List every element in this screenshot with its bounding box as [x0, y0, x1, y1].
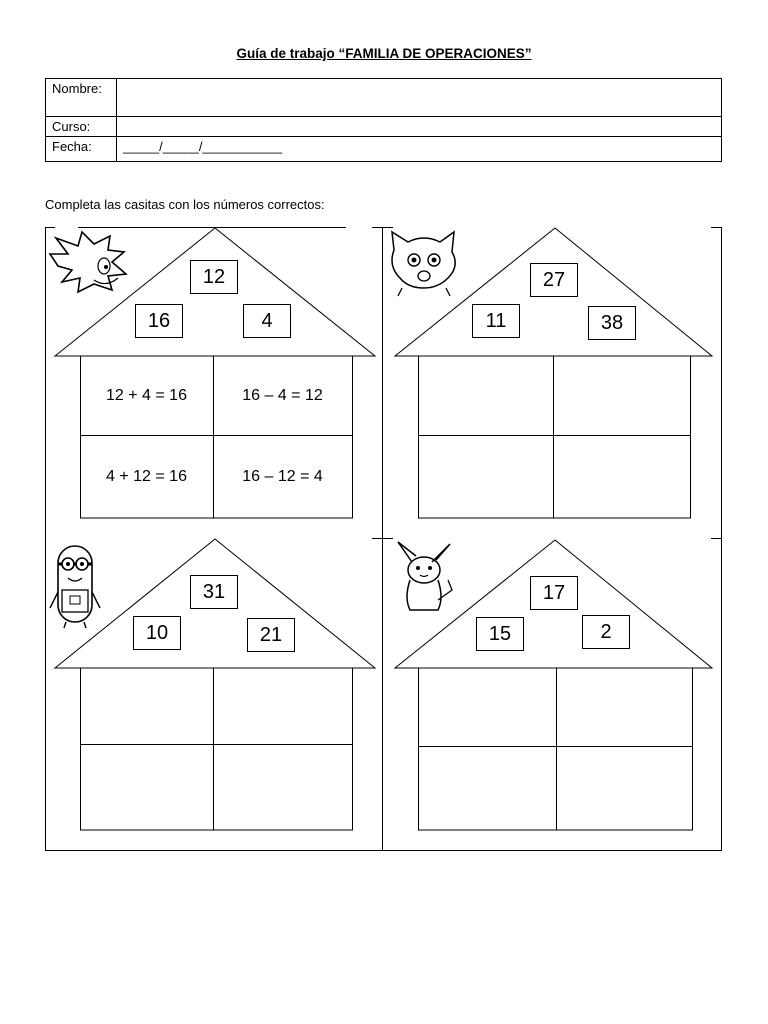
part-number-box: 21 — [247, 618, 295, 652]
part-number-box: 2 — [582, 615, 630, 649]
equation-cell[interactable] — [556, 746, 692, 830]
equation-cell[interactable] — [418, 746, 556, 830]
equation-cell[interactable]: 16 – 4 = 12 — [242, 386, 323, 404]
part-number-box: 11 — [472, 304, 520, 338]
name-label: Nombre: — [46, 79, 117, 117]
instruction-text: Completa las casitas con los números correctos: — [45, 197, 325, 212]
part-number-box: 4 — [243, 304, 291, 338]
total-number-box: 27 — [530, 263, 578, 297]
total-number-box: 31 — [190, 575, 238, 609]
pikachu-icon — [398, 542, 452, 610]
part-number-box: 38 — [588, 306, 636, 340]
total-number-box: 17 — [530, 576, 578, 610]
course-label: Curso: — [46, 117, 117, 137]
equation-cell[interactable]: 16 – 12 = 4 — [242, 467, 323, 485]
equation-cell[interactable]: 12 + 4 = 16 — [106, 386, 187, 404]
part-number-box: 15 — [476, 617, 524, 651]
equation-cell[interactable] — [418, 668, 556, 746]
part-number-box: 10 — [133, 616, 181, 650]
page-title: Guía de trabajo “FAMILIA DE OPERACIONES” — [236, 46, 532, 61]
total-number-box: 12 — [190, 260, 238, 294]
equation-cell[interactable] — [556, 668, 692, 746]
date-blank: _____/_____/___________ — [123, 139, 283, 154]
equation-cell[interactable]: 4 + 12 = 16 — [106, 467, 187, 485]
date-label: Fecha: — [46, 137, 117, 162]
part-number-box: 16 — [135, 304, 183, 338]
